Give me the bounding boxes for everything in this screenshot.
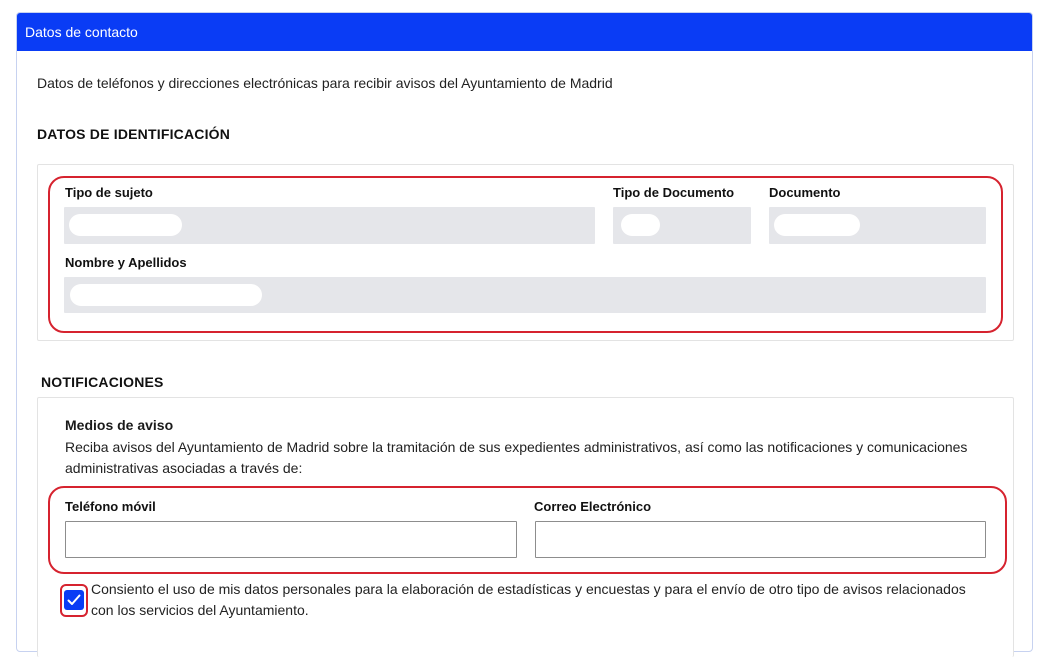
checkmark-icon xyxy=(67,594,81,606)
identification-section-title: DATOS DE IDENTIFICACIÓN xyxy=(37,126,231,142)
mobile-phone-label: Teléfono móvil xyxy=(65,499,156,514)
panel-header: Datos de contacto xyxy=(17,13,1032,51)
redacted-value xyxy=(69,214,182,236)
consent-text: Consiento el uso de mis datos personales para la elaboración de estadísticas y encuestas y para el envío de otro tipo de avisos relacionados con los servicios del Ayuntamiento. xyxy=(91,581,966,618)
redacted-value xyxy=(70,284,262,306)
mobile-phone-input[interactable] xyxy=(65,521,517,558)
redacted-value xyxy=(621,214,660,236)
document-field xyxy=(769,207,986,244)
full-name-field xyxy=(64,277,986,313)
notice-methods-title: Medios de aviso xyxy=(65,417,174,433)
document-type-field xyxy=(613,207,751,244)
full-name-label: Nombre y Apellidos xyxy=(65,255,187,270)
document-label: Documento xyxy=(769,185,841,200)
intro-text: Datos de teléfonos y direcciones electrónicas para recibir avisos del Ayuntamiento de Madrid xyxy=(37,75,613,91)
notifications-section-title: NOTIFICACIONES xyxy=(41,374,164,390)
redacted-value xyxy=(774,214,860,236)
contact-data-panel xyxy=(16,12,1033,652)
document-type-label: Tipo de Documento xyxy=(613,185,735,200)
email-label: Correo Electrónico xyxy=(534,499,652,514)
email-input[interactable] xyxy=(535,521,986,558)
notice-methods-description: Reciba avisos del Ayuntamiento de Madrid sobre la tramitación de sus expedientes administrativos, así como las notificaciones y comunicaciones administrativas asociadas a través de: xyxy=(65,439,968,476)
consent-checkbox[interactable] xyxy=(64,590,84,610)
subject-type-label: Tipo de sujeto xyxy=(65,185,153,200)
subject-type-field xyxy=(64,207,595,244)
